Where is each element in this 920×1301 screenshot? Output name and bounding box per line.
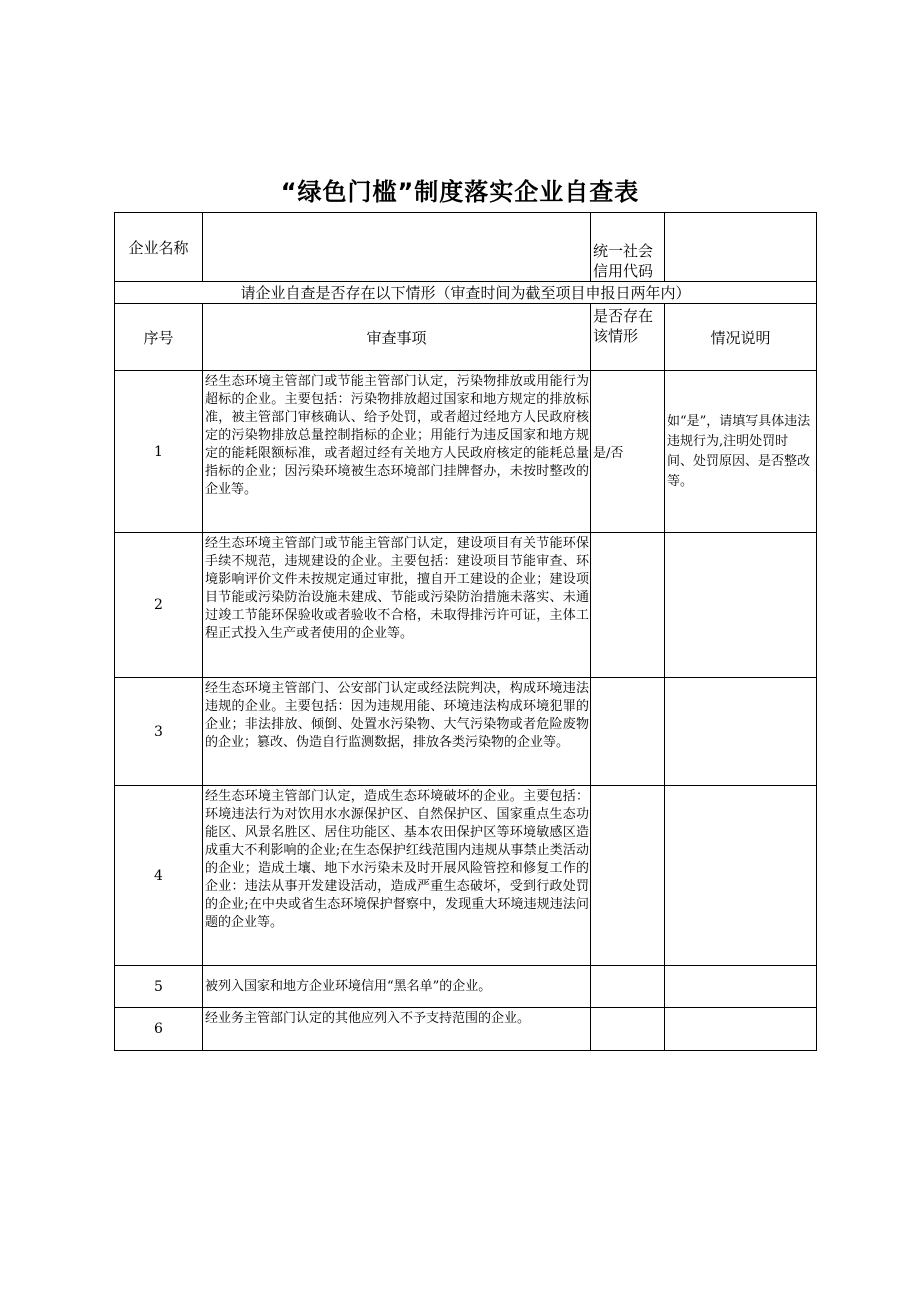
row-exists-field[interactable]: 是/否: [591, 371, 665, 533]
row-exists-field[interactable]: [591, 966, 665, 1008]
row-exists-field[interactable]: [591, 533, 665, 678]
row-item: 经生态环境主管部门认定，造成生态环境破坏的企业。主要包括：环境违法行为对饮用水水源保护区、自然保护区、国家重点生态功能区、风景名胜区、居住功能区、基本农田保护区等环境敏感区造成重大不利影响的企业;在生态保护红线范围内违规从事禁止类活动的企业；造成土壤、地下水污染未及时开展风险管控和修复工作的企业：违法从事开发建设活动，造成严重生态破坏，受到行政处罚的企业;在中央或省生态环境保护督察中，发现重大环境违规违法问题的企业等。: [203, 786, 591, 966]
notice-text: 请企业自查是否存在以下情形（审查时间为截至项目申报日两年内）: [115, 282, 817, 304]
notice-row: [115, 282, 817, 304]
column-header-exists: 是否存在该情形: [591, 304, 665, 371]
credit-code-field[interactable]: [665, 213, 817, 282]
table-row: [115, 1008, 817, 1051]
row-item: 经生态环境主管部门、公安部门认定或经法院判决，构成环境违法违规的企业。主要包括：因为违规用能、环境违法构成环境犯罪的企业；非法排放、倾倒、处置水污染物、大气污染物或者危险废物的企业；篡改、伪造自行监测数据，排放各类污染物的企业等。: [203, 678, 591, 786]
row-index: 2: [115, 533, 203, 678]
page-title: “绿色门槛”制度落实企业自查表: [280, 178, 640, 206]
row-remark-field[interactable]: [665, 678, 817, 786]
row-item: 经业务主管部门认定的其他应列入不予支持范围的企业。: [203, 1008, 591, 1051]
row-exists-field[interactable]: [591, 1008, 665, 1051]
table-row: [115, 533, 817, 678]
table-row: [115, 678, 817, 786]
column-header-index: 序号: [115, 304, 203, 371]
credit-code-label: 统一社会信用代码: [591, 213, 665, 282]
column-header-remark: 情况说明: [665, 304, 817, 371]
column-header-item: 审查事项: [203, 304, 591, 371]
row-item: 被列入国家和地方企业环境信用“黑名单”的企业。: [203, 966, 591, 1008]
self-check-table: [114, 212, 817, 1051]
row-index: 4: [115, 786, 203, 966]
row-index: 5: [115, 966, 203, 1008]
company-info-row: [115, 213, 817, 282]
column-header-row: [115, 304, 817, 371]
row-remark-field[interactable]: 如“是”，请填写具体违法违规行为,注明处罚时间、处罚原因、是否整改等。: [665, 371, 817, 533]
row-remark-field[interactable]: [665, 1008, 817, 1051]
row-index: 6: [115, 1008, 203, 1051]
row-exists-field[interactable]: [591, 678, 665, 786]
row-remark-field[interactable]: [665, 966, 817, 1008]
row-remark-field[interactable]: [665, 533, 817, 678]
row-item: 经生态环境主管部门或节能主管部门认定，污染物排放或用能行为超标的企业。主要包括：污染物排放超过国家和地方规定的排放标准，被主管部门审核确认、给予处罚，或者超过经地方人民政府核定的污染物排放总量控制指标的企业；用能行为违反国家和地方规定的能耗限额标准，或者超过经有关地方人民政府核定的能耗总量指标的企业；因污染环境被生态环境部门挂牌督办，未按时整改的企业等。: [203, 371, 591, 533]
row-exists-field[interactable]: [591, 786, 665, 966]
table-row: [115, 966, 817, 1008]
company-name-label: 企业名称: [115, 213, 203, 282]
row-remark-field[interactable]: [665, 786, 817, 966]
row-item: 经生态环境主管部门或节能主管部门认定，建设项目有关节能环保手续不规范，违规建设的企业。主要包括：建设项目节能审查、环境影响评价文件未按规定通过审批，擅自开工建设的企业；建设项目节能或污染防治设施未建成、节能或污染防治措施未落实、未通过竣工节能环保验收或者验收不合格，未取得排污许可证，主体工程正式投入生产或者使用的企业等。: [203, 533, 591, 678]
company-name-field[interactable]: [203, 213, 591, 282]
row-index: 3: [115, 678, 203, 786]
table-row: [115, 786, 817, 966]
table-row: [115, 371, 817, 533]
row-index: 1: [115, 371, 203, 533]
